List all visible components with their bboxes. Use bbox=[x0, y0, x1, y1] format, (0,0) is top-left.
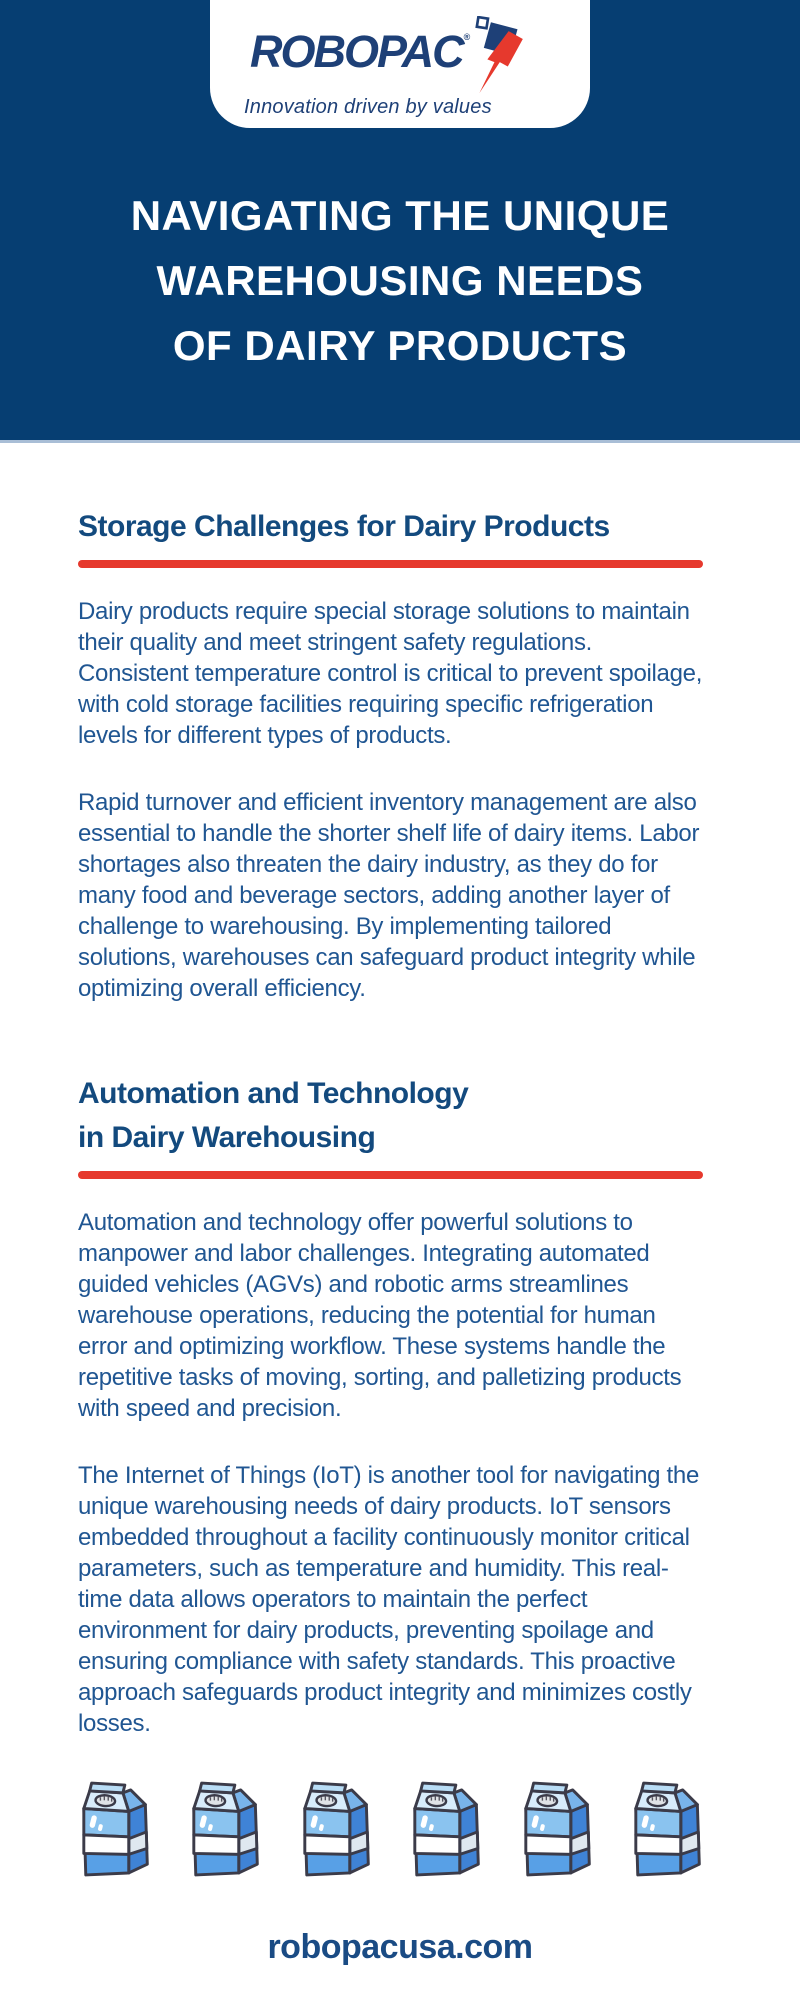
section-heading-text: in Dairy Warehousing bbox=[78, 1121, 376, 1154]
page-title-line-1: NAVIGATING THE UNIQUE bbox=[130, 192, 670, 239]
logo-row bbox=[250, 26, 590, 94]
milk-cartons-row bbox=[76, 1778, 712, 1880]
milk-carton-icon bbox=[518, 1778, 602, 1880]
logo-tagline: Innovation driven by values bbox=[244, 96, 492, 118]
section-automation-technology bbox=[78, 1004, 706, 1739]
section-storage-challenges bbox=[78, 443, 706, 1004]
registered-trademark-symbol: ® bbox=[463, 32, 471, 42]
logo-card bbox=[210, 0, 590, 128]
milk-carton-icon bbox=[297, 1778, 381, 1880]
page-title-line-3: OF DAIRY PRODUCTS bbox=[172, 322, 628, 369]
milk-carton-icon bbox=[76, 1778, 160, 1880]
milk-carton-icon bbox=[407, 1778, 491, 1880]
section-heading-text: Storage Challenges for Dairy Products bbox=[78, 510, 610, 543]
page-footer bbox=[0, 1928, 800, 1967]
section-heading-text: Automation and Technology bbox=[78, 1077, 469, 1110]
hero-banner bbox=[0, 0, 800, 443]
milk-carton-icon bbox=[628, 1778, 712, 1880]
section-heading-automation bbox=[78, 1072, 706, 1160]
paragraph: Dairy products require special storage solutions to maintain their quality and meet stringent safety regulations. Consistent temperature control is critical to prevent spoilage, with cold storage facilities requiring specific refrigeration levels for different types of products. bbox=[78, 598, 703, 749]
article-body bbox=[78, 443, 706, 1739]
red-divider-rule bbox=[78, 560, 703, 568]
website-link[interactable]: robopacusa.com bbox=[267, 1928, 533, 1966]
page-title bbox=[0, 183, 800, 378]
section-heading-storage bbox=[78, 505, 706, 549]
red-divider-rule bbox=[78, 1171, 703, 1179]
paragraph: Rapid turnover and efficient inventory management are also essential to handle the shorter shelf life of dairy items. Labor shortages also threaten the dairy industry, as they do for many food and beverage sectors, adding another layer of challenge to warehousing. By implementing tailored solutions, warehouses can safeguard product integrity while optimizing overall efficiency. bbox=[78, 789, 700, 1002]
paragraph: The Internet of Things (IoT) is another tool for navigating the unique warehousing needs of dairy products. IoT sensors embedded throughout a facility continuously monitor critical parameters, such as temperature and humidity. This real-time data allows operators to maintain the perfect environment for dairy products, preventing spoilage and ensuring compliance with safety standards. This proactive approach safeguards product integrity and minimizes costly losses. bbox=[78, 1462, 700, 1737]
paragraph: Automation and technology offer powerful solutions to manpower and labor challenges. Integrating automated guided vehicles (AGVs) and robotic arms streamlines warehouse operations, reducing the potential for human error and optimizing workflow. These systems handle the repetitive tasks of moving, sorting, and palletizing products with speed and precision. bbox=[78, 1209, 682, 1422]
robopac-arrow-logo-icon bbox=[472, 16, 524, 94]
robopac-logo-text: ROBOPAC bbox=[250, 26, 463, 77]
page-title-line-2: WAREHOUSING NEEDS bbox=[156, 257, 644, 304]
milk-carton-icon bbox=[186, 1778, 270, 1880]
